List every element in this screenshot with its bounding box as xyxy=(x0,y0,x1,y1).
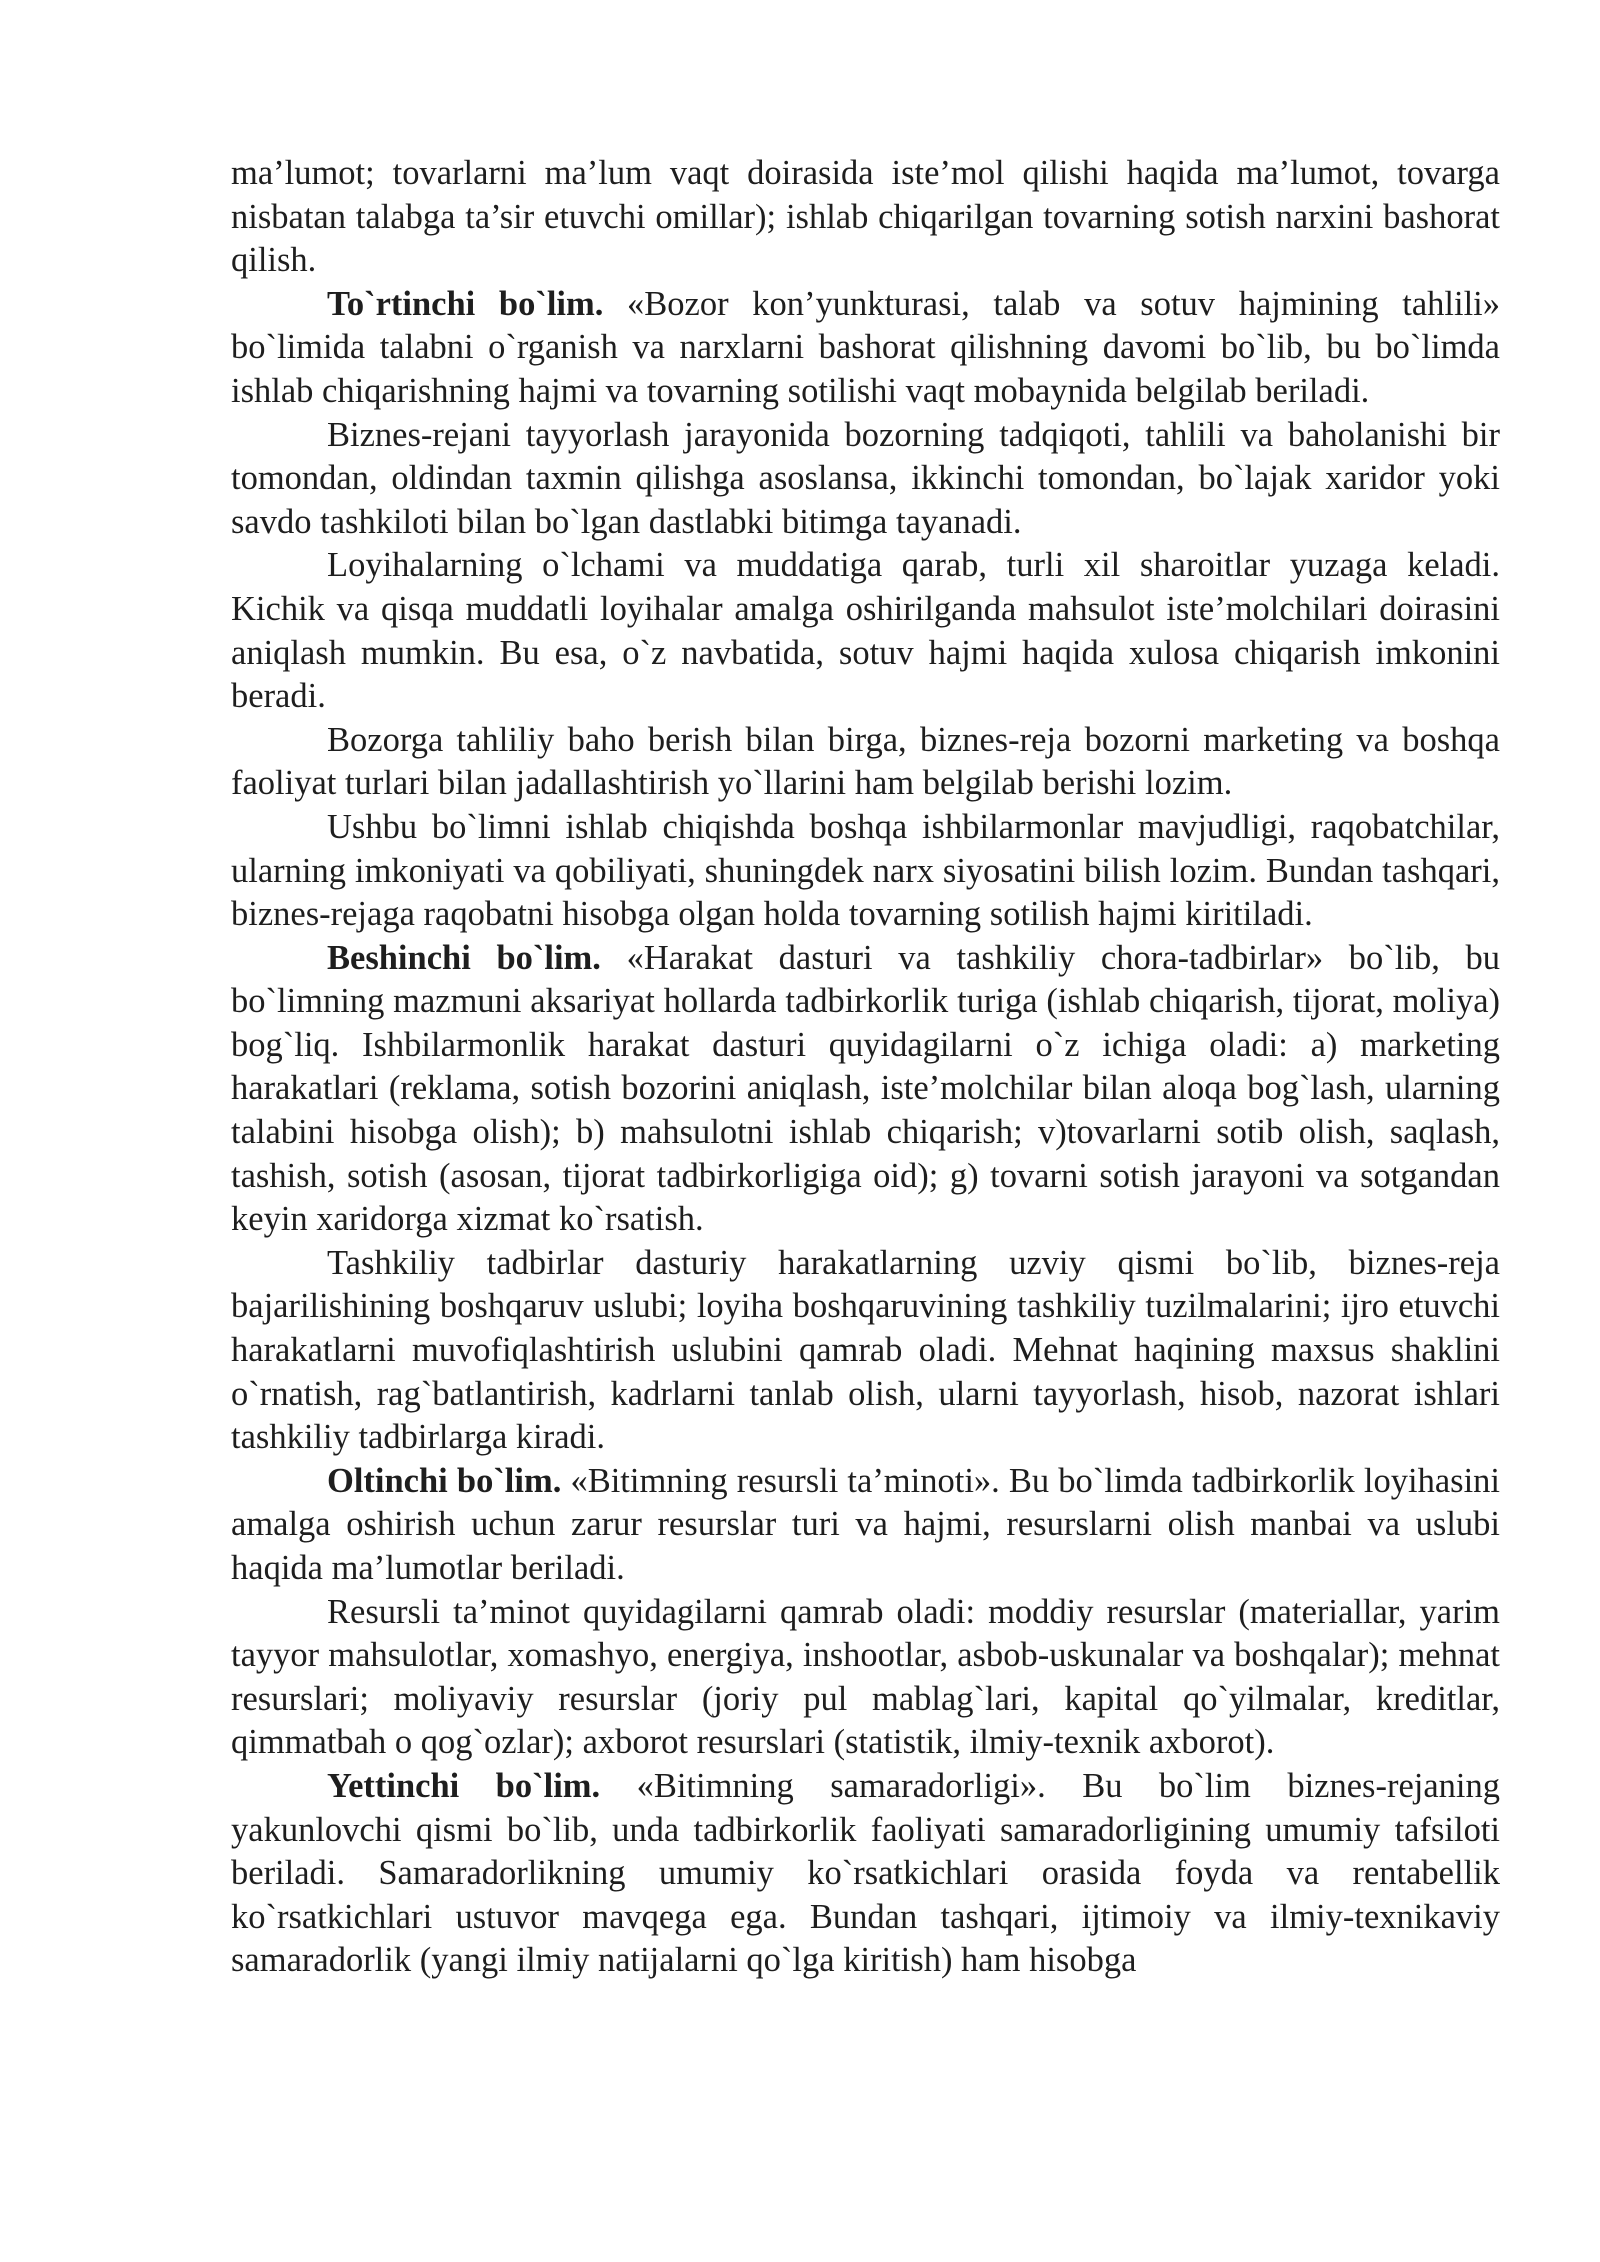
paragraph-section-6 xyxy=(231,1460,1500,1591)
paragraph-text: «Bozor kon’yunkturasi, talab va sotuv hajmining tahlili» bo`limida talabni o`rganish va narxlarni bashorat qilishning davomi bo`lib, bu bo`limda ishlab chiqarishning hajmi va tovarning sotilishi vaqt mobaynida belgilab beriladi. xyxy=(231,284,1500,410)
paragraph-text: «Harakat dasturi va tashkiliy chora-tadbirlar» bo`lib, bu bo`limning mazmuni aksariyat hollarda tadbirkorlik turiga (ishlab chiqarish, tijorat, moliya) bog`liq. Ishbilarmonlik harakat dasturi quyidagilarni o`z ichiga oladi: a) marketing harakatlari (reklama, sotish bozorini aniqlash, iste’molchilar bilan aloqa bog`lash, ularning talabini hisobga olish); b) mahsulotni ishlab chiqarish; v)tovarlarni sotib olish, saqlash, tashish, sotish (asosan, tijorat tadbirkorligiga oid); g) tovarni sotish jarayoni va sotgandan keyin xaridorga xizmat ko`rsatish. xyxy=(231,938,1500,1239)
section-heading: To`rtinchi bo`lim. xyxy=(327,284,604,323)
paragraph-section-7 xyxy=(231,1765,1500,1983)
paragraph-body xyxy=(231,719,1500,806)
paragraph-text: «Bitimning samaradorligi». Bu bo`lim biznes-rejaning yakunlovchi qismi bo`lib, unda tadbirkorlik faoliyati samaradorligining umumiy tafsiloti beriladi. Samaradorlikning umumiy ko`rsatkichlari orasida foyda va rentabellik ko`rsatkichlari ustuvor mavqega ega. Bundan tashqari, ijtimoiy va ilmiy-texnikaviy samaradorlik (yangi ilmiy natijalarni qo`lga kiritish) ham hisobga xyxy=(231,1766,1500,1980)
section-heading: Oltinchi bo`lim. xyxy=(327,1461,562,1500)
paragraph-text: Resursli ta’minot quyidagilarni qamrab oladi: moddiy resurslar (materiallar, yarim tayyor mahsulotlar, xomashyo, energiya, inshootlar, asbob-uskunalar va boshqalar); mehnat resurslari; moliyaviy resurslar (joriy pul mablag`lari, kapital qo`yilmalar, kreditlar, qimmatbah o qog`ozlar); axborot resurslari (statistik, ilmiy-texnik axborot). xyxy=(231,1592,1500,1762)
paragraph-section-5 xyxy=(231,937,1500,1242)
paragraph-body xyxy=(231,544,1500,718)
paragraph-text: Loyihalarning o`lchami va muddatiga qarab, turli xil sharoitlar yuzaga keladi. Kichik va qisqa muddatli loyihalar amalga oshirilganda mahsulot iste’molchilari doirasini aniqlash mumkin. Bu esa, o`z navbatida, sotuv hajmi haqida xulosa chiqarish imkonini beradi. xyxy=(231,546,1500,716)
paragraph-text: Biznes-rejani tayyorlash jarayonida bozorning tadqiqoti, tahlili va baholanishi bir tomondan, oldindan taxmin qilishga asoslansa, ikkinchi tomondan, bo`lajak xaridor yoki savdo tashkiloti bilan bo`lgan dastlabki bitimga tayanadi. xyxy=(231,415,1500,541)
paragraph-intro xyxy=(231,152,1500,283)
section-heading: Beshinchi bo`lim. xyxy=(327,938,601,977)
paragraph-text: Ushbu bo`limni ishlab chiqishda boshqa ishbilarmonlar mavjudligi, raqobatchilar, ularning imkoniyati va qobiliyati, shuningdek narx siyosatini bilish lozim. Bundan tashqari, biznes-rejaga raqobatni hisobga olgan holda tovarning sotilish hajmi kiritiladi. xyxy=(231,807,1500,934)
paragraph-text: Bozorga tahliliy baho berish bilan birga, biznes-reja bozorni marketing va boshqa faoliyat turlari bilan jadallashtirish yo`llarini ham belgilab berishi lozim. xyxy=(231,720,1500,803)
paragraph-body xyxy=(231,806,1500,937)
paragraph-text: ma’lumot; tovarlarni ma’lum vaqt doirasida iste’mol qilishi haqida ma’lumot, tovarga nisbatan talabga ta’sir etuvchi omillar); ishlab chiqarilgan tovarning sotish narxini bashorat qilish. xyxy=(231,154,1500,280)
paragraph-body xyxy=(231,1591,1500,1765)
paragraph-text: Tashkiliy tadbirlar dasturiy harakatlarning uzviy qismi bo`lib, biznes-reja bajarilishining boshqaruv uslubi; loyiha boshqaruvining tashkiliy tuzilmalarini; ijro etuvchi harakatlarni muvofiqlashtirish uslubini qamrab oladi. Mehnat haqining maxsus shaklini o`rnatish, rag`batlantirish, kadrlarni tanlab olish, ularni tayyorlash, hisob, nazorat ishlari tashkiliy tadbirlarga kiradi. xyxy=(231,1243,1500,1457)
paragraph-body xyxy=(231,414,1500,545)
section-heading: Yettinchi bo`lim. xyxy=(327,1766,601,1805)
paragraph-text: «Bitimning resursli ta’minoti». Bu bo`limda tadbirkorlik loyihasini amalga oshirish uchun zarur resurslar turi va hajmi, resurslarni olish manbai va uslubi haqida ma’lumotlar beriladi. xyxy=(231,1461,1500,1587)
document-page xyxy=(231,152,1500,1983)
paragraph-body xyxy=(231,1242,1500,1460)
paragraph-section-4 xyxy=(231,283,1500,414)
